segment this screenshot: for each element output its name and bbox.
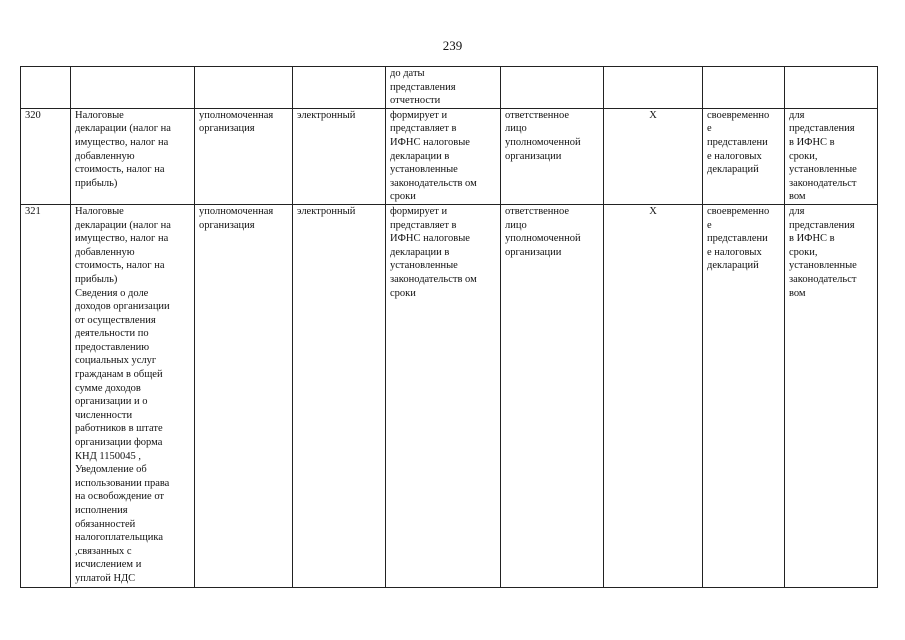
continuation-row [21, 67, 878, 109]
cell-form: электронный [293, 108, 386, 204]
cell-responsible: ответственное лицо уполномоченной организации [501, 108, 604, 204]
cell-purpose [785, 67, 878, 109]
cell-action: до даты представления отчетности [386, 67, 501, 109]
cell-responsible [501, 67, 604, 109]
cell-action: формирует и представляет в ИФНС налоговые декларации в установленные законодательств ом сроки [386, 108, 501, 204]
cell-mark [604, 67, 703, 109]
row-number: 320 [21, 108, 71, 204]
cell-num [21, 67, 71, 109]
cell-mark: X [604, 204, 703, 587]
cell-deadline [703, 67, 785, 109]
cell-executor: уполномоченная организация [195, 204, 293, 587]
cell-document: Налоговые декларации (налог на имущество, налог на добавленную стоимость, налог на прибыль) [71, 108, 195, 204]
table-row-321 [21, 204, 878, 587]
row-number: 321 [21, 204, 71, 587]
cell-mark: X [604, 108, 703, 204]
register-table [20, 66, 878, 588]
cell-deadline: своевременно е представлени е налоговых деклараций [703, 204, 785, 587]
cell-form [293, 67, 386, 109]
cell-executor [195, 67, 293, 109]
page-number: 239 [442, 38, 463, 53]
cell-form: электронный [293, 204, 386, 587]
cell-document [71, 67, 195, 109]
table-row-320 [21, 108, 878, 204]
cell-deadline: своевременно е представлени е налоговых деклараций [703, 108, 785, 204]
cell-executor: уполномоченная организация [195, 108, 293, 204]
cell-action: формирует и представляет в ИФНС налоговые декларации в установленные законодательств ом сроки [386, 204, 501, 587]
cell-purpose: для представления в ИФНС в сроки, установленные законодательст вом [785, 204, 878, 587]
cell-purpose: для представления в ИФНС в сроки, установленные законодательст вом [785, 108, 878, 204]
cell-responsible: ответственное лицо уполномоченной организации [501, 204, 604, 587]
cell-document: Налоговые декларации (налог на имущество, налог на добавленную стоимость, налог на прибыль) Сведения о доле доходов организации от осуществления деятельности по предоставлению социальных услуг гражданам в общей сумме доходов организации и о численности работников в штате организации форма КНД 1150045 , Уведомление об использовании права на освобождение от исполнения обязанностей налогоплательщика ,связанных с исчислением и уплатой НДС [71, 204, 195, 587]
